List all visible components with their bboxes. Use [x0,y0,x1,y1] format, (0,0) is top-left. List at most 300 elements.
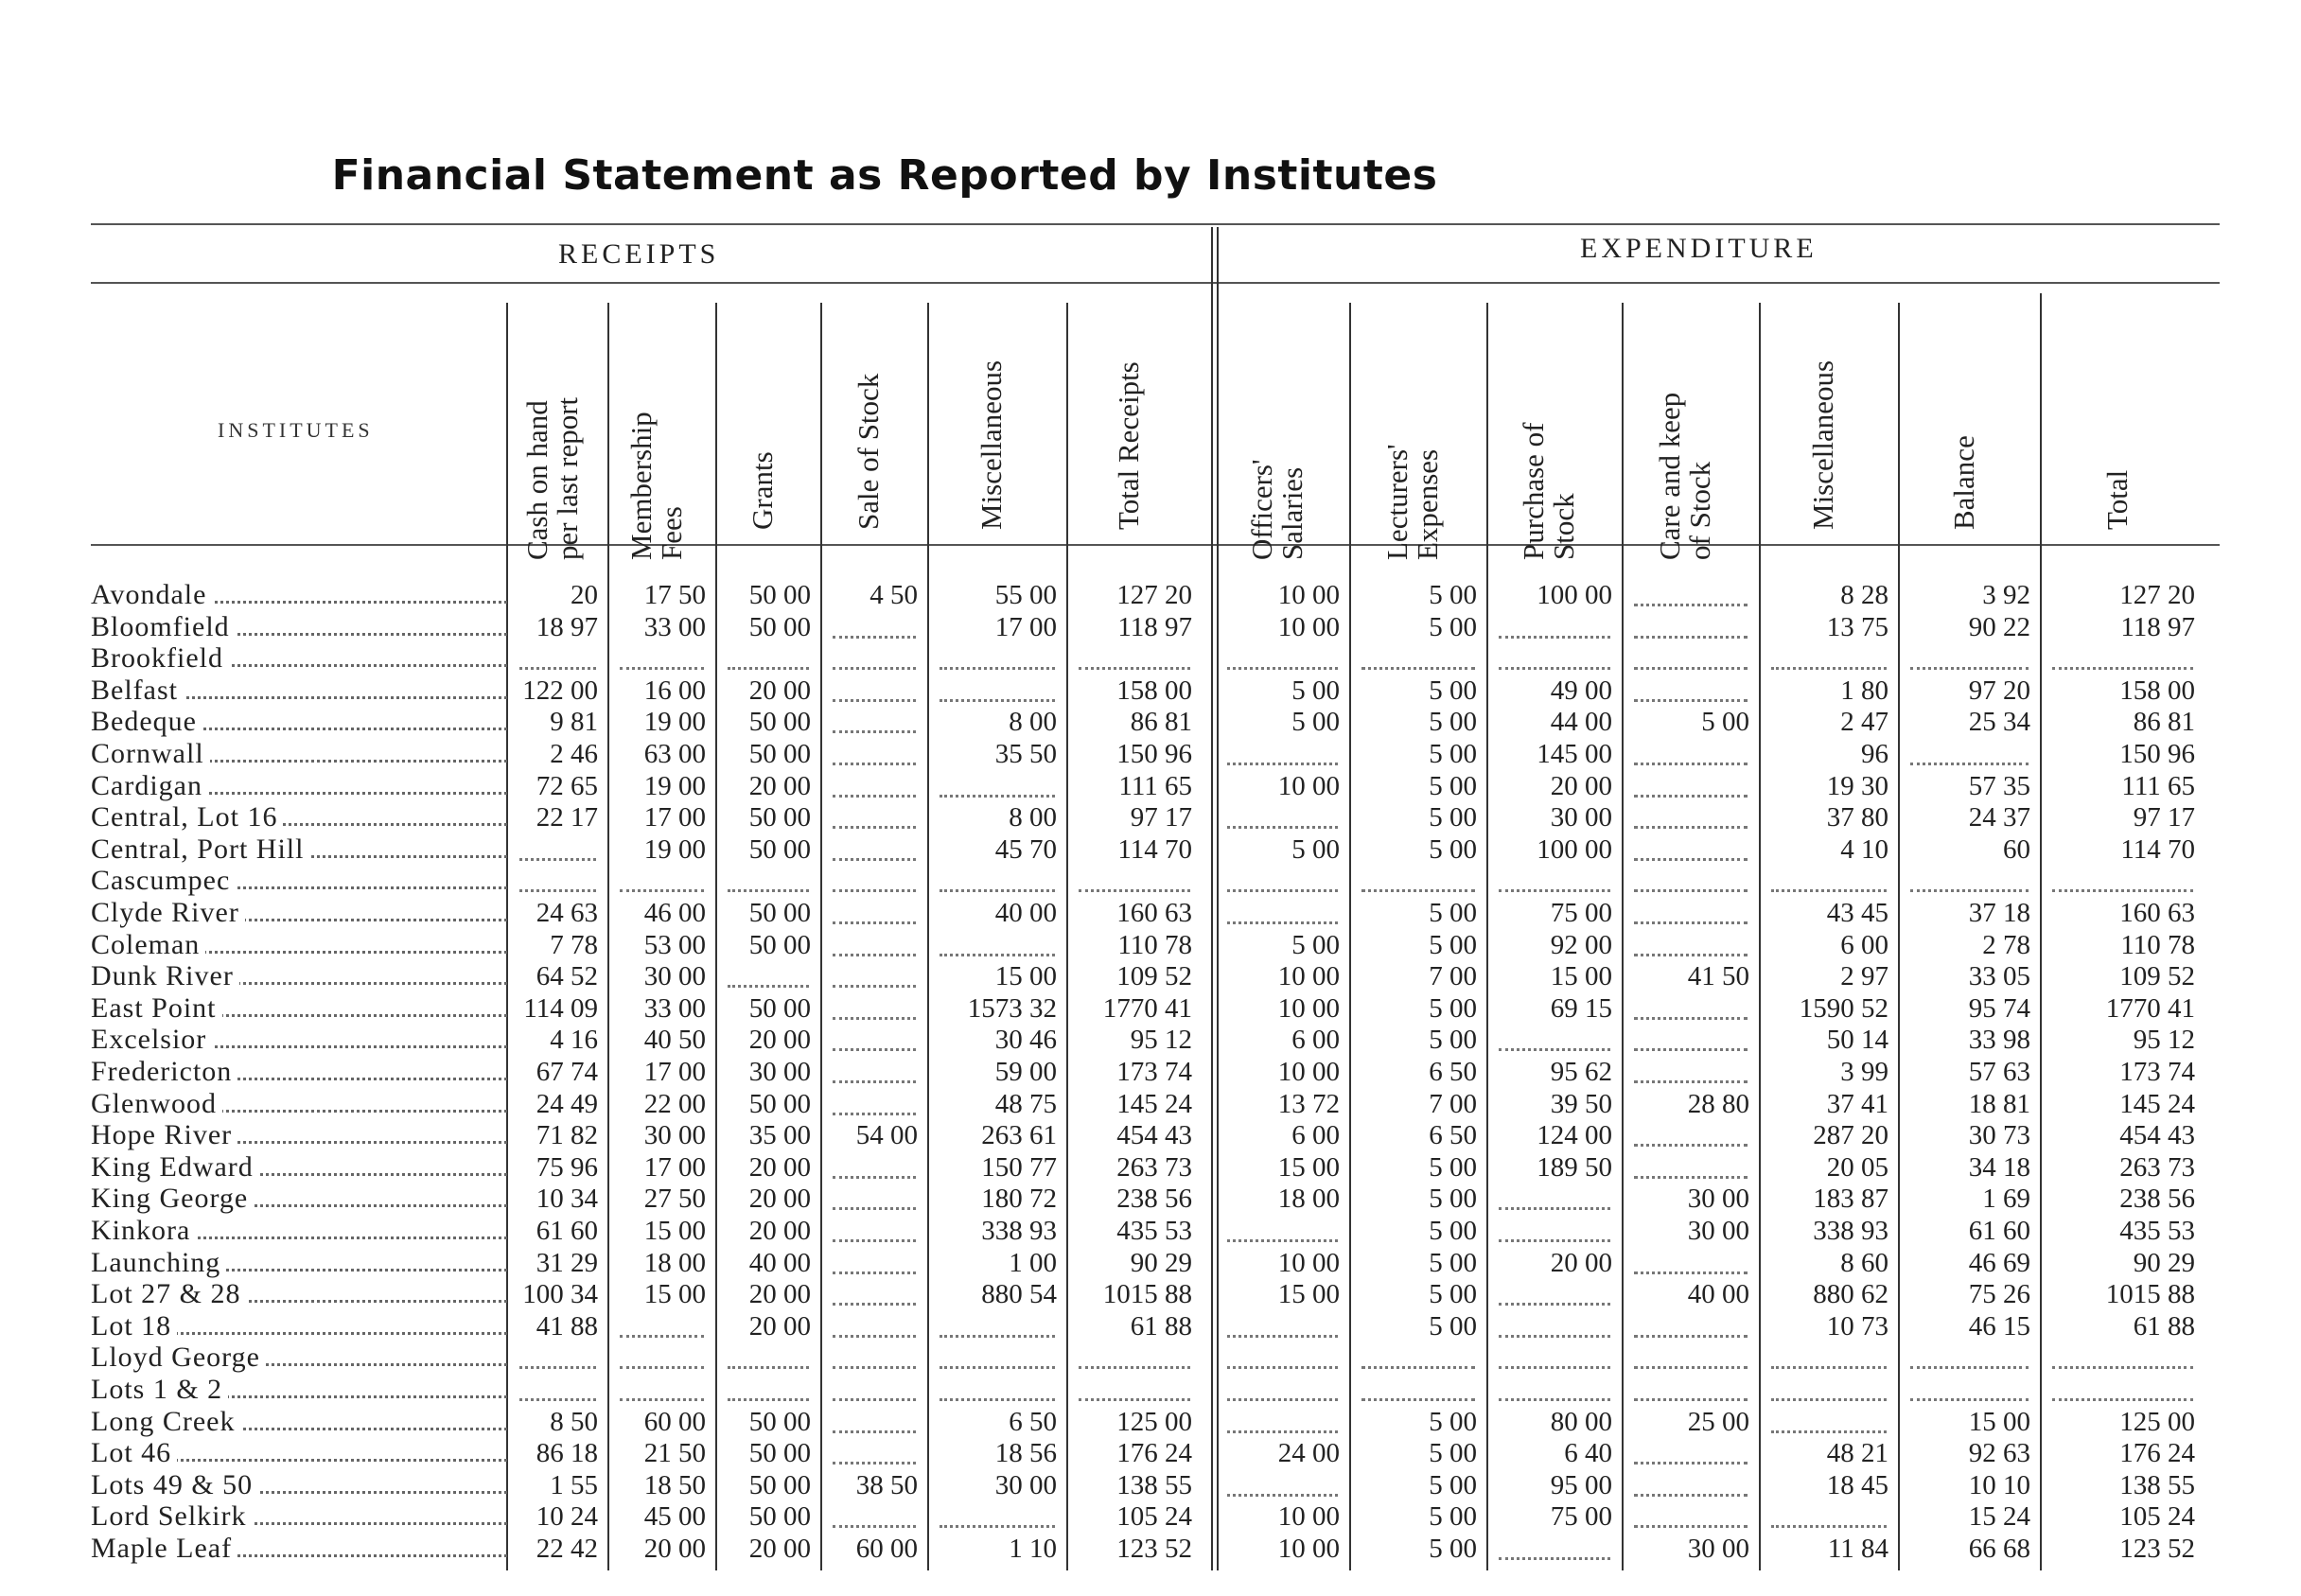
table-cell: 1 00 [1009,1247,1057,1278]
table-cell: 111 65 [2121,770,2195,801]
empty-cell [940,1359,1055,1369]
table-cell: 35 00 [748,1120,811,1151]
table-cell: 20 00 [643,1534,706,1564]
empty-cell [1771,1359,1887,1369]
table-cell: 263 61 [981,1120,1057,1151]
empty-cell [1634,914,1748,924]
institute-label: Bloomfield [91,611,236,642]
institute-name [91,1533,507,1565]
empty-cell [1634,851,1748,861]
table-cell: 5 00 [1429,1310,1477,1342]
table-cell: 173 74 [2119,1057,2195,1087]
empty-cell [1910,755,2029,765]
empty-cell [1227,1359,1338,1369]
table-cell: 57 63 [1968,1057,2030,1087]
table-cell: 454 43 [1116,1120,1192,1151]
column-header: Lecturers' Expenses [1380,444,1444,560]
table-cell: 5 00 [1291,833,1340,865]
empty-cell [1634,659,1748,670]
empty-cell [1634,1168,1748,1179]
empty-cell [1361,659,1475,670]
empty-cell [833,659,916,670]
empty-cell [1227,914,1338,924]
expenditure-heading: EXPENDITURE [1580,233,1818,264]
table-cell: 10 73 [1826,1310,1888,1342]
table-cell: 61 88 [1130,1310,1192,1342]
table-cell: 66 68 [1968,1534,2030,1564]
table-cell: 72 65 [536,770,598,801]
column-header: Officers' Salaries [1244,459,1309,560]
institute-label: Central, Port Hill [91,833,309,865]
institute-name [91,801,507,833]
table-cell: 30 00 [994,1469,1057,1500]
empty-cell [2052,1359,2193,1369]
table-cell: 38 50 [855,1469,918,1500]
table-cell: 158 00 [2119,675,2195,706]
table-cell: 3 99 [1840,1057,1888,1087]
page-title: Financial Statement as Reported by Institutes [331,151,1438,200]
table-cell: 24 00 [1277,1438,1340,1469]
institute-name [91,1215,507,1247]
institute-name [91,579,507,611]
table-cell: 61 88 [2133,1310,2195,1342]
table-cell: 95 12 [2133,1025,2195,1056]
table-cell: 92 00 [1550,929,1612,960]
table-cell: 5 00 [1429,675,1477,706]
section-rule [91,282,2220,284]
table-cell: 20 00 [748,1534,811,1564]
table-cell: 95 62 [1550,1057,1612,1087]
table-cell: 19 00 [643,770,706,801]
table-cell: 40 00 [748,1247,811,1278]
table-cell: 2 46 [550,739,598,769]
empty-cell [1227,818,1338,829]
table-cell: 454 43 [2119,1120,2195,1151]
table-cell: 1015 88 [1102,1279,1192,1310]
empty-cell [519,882,596,892]
table-cell: 122 00 [522,675,598,706]
empty-cell [833,1073,916,1083]
table-cell: 5 00 [1429,580,1477,610]
table-cell: 67 74 [536,1057,598,1087]
table-cell: 176 24 [2119,1438,2195,1469]
table-cell: 105 24 [1116,1501,1192,1533]
institute-name [91,1500,507,1533]
table-cell: 25 34 [1968,707,2030,738]
table-cell: 33 05 [1968,961,2030,992]
table-cell: 60 00 [855,1534,918,1564]
institute-name [91,1469,507,1501]
table-cell: 15 00 [1277,1279,1340,1310]
empty-cell [1361,1359,1475,1369]
table-cell: 50 00 [748,833,811,865]
table-cell: 40 50 [643,1025,706,1056]
table-cell: 1 69 [1982,1184,2030,1215]
empty-cell [1499,1359,1610,1369]
table-cell: 5 00 [1429,1406,1477,1437]
table-cell: 5 00 [1291,675,1340,706]
table-cell: 6 40 [1564,1438,1612,1469]
institute-label: Clyde River [91,897,245,928]
receipts-heading: RECEIPTS [558,238,720,270]
table-cell: 20 00 [748,1184,811,1215]
table-cell: 158 00 [1116,675,1192,706]
empty-cell [1499,628,1610,639]
empty-cell [1634,628,1748,639]
table-cell: 30 00 [643,961,706,992]
institute-name [91,1183,507,1215]
table-cell: 8 60 [1840,1247,1888,1278]
table-cell: 46 69 [1968,1247,2030,1278]
empty-cell [1079,882,1190,892]
empty-cell [833,723,916,733]
table-cell: 21 50 [643,1438,706,1469]
table-cell: 39 50 [1550,1088,1612,1119]
column-header: Grants [746,451,779,530]
table-cell: 46 15 [1968,1310,2030,1342]
institute-name [91,675,507,707]
table-cell: 13 72 [1277,1088,1340,1119]
empty-cell [728,977,809,988]
table-cell: 13 75 [1826,611,1888,642]
empty-cell [1227,1423,1338,1433]
empty-cell [519,851,596,861]
top-rule [91,223,2220,225]
table-cell: 5 00 [1429,833,1477,865]
table-cell: 6 00 [1840,929,1888,960]
empty-cell [833,755,916,765]
table-cell: 10 00 [1277,1501,1340,1533]
table-cell: 100 00 [1537,833,1612,865]
table-cell: 31 29 [536,1247,598,1278]
table-cell: 30 00 [643,1120,706,1151]
table-cell: 75 00 [1550,898,1612,928]
table-cell: 20 00 [748,1279,811,1310]
empty-cell [1634,882,1748,892]
table-cell: 90 29 [2133,1247,2195,1278]
table-cell: 86 81 [1130,707,1192,738]
empty-cell [1634,1327,1748,1338]
table-cell: 55 00 [994,580,1057,610]
column-divider [1622,303,1624,1570]
empty-cell [1227,659,1338,670]
institute-label: Lots 49 & 50 [91,1469,258,1500]
empty-cell [1227,1327,1338,1338]
table-cell: 5 00 [1429,739,1477,769]
table-cell: 17 00 [643,802,706,833]
table-cell: 4 16 [550,1025,598,1056]
institute-name [91,738,507,770]
empty-cell [833,851,916,861]
empty-cell [833,946,916,956]
table-cell: 19 00 [643,833,706,865]
empty-cell [620,882,704,892]
table-cell: 5 00 [1429,1438,1477,1469]
table-cell: 41 50 [1687,961,1749,992]
institute-name [91,865,507,897]
empty-cell [833,1264,916,1274]
empty-cell [2052,1391,2193,1401]
empty-cell [1227,1232,1338,1242]
table-cell: 50 00 [748,1088,811,1119]
institute-name [91,1119,507,1151]
table-cell: 160 63 [2119,898,2195,928]
column-divider [927,303,929,1570]
table-cell: 138 55 [1116,1469,1192,1500]
table-cell: 100 34 [522,1279,598,1310]
empty-cell [1499,882,1610,892]
column-header: Care and keep of Stock [1653,392,1716,560]
table-cell: 50 14 [1826,1025,1888,1056]
table-cell: 37 41 [1826,1088,1888,1119]
table-cell: 10 00 [1277,580,1340,610]
table-cell: 19 30 [1826,770,1888,801]
table-cell: 86 18 [536,1438,598,1469]
table-cell: 1 10 [1009,1534,1057,1564]
table-cell: 338 93 [1813,1216,1888,1246]
table-cell: 20 00 [748,1025,811,1056]
table-cell: 1 80 [1840,675,1888,706]
table-cell: 2 47 [1840,707,1888,738]
institute-label: Cardigan [91,770,208,801]
empty-cell [1634,1041,1748,1051]
institute-label: Maple Leaf [91,1533,237,1564]
empty-cell [1771,1423,1887,1433]
table-cell: 1015 88 [2105,1279,2195,1310]
table-cell: 44 00 [1550,707,1612,738]
table-cell: 7 00 [1429,1088,1477,1119]
table-cell: 5 00 [1429,1184,1477,1215]
table-cell: 97 17 [1130,802,1192,833]
institute-label: Launching [91,1247,226,1278]
empty-cell [940,659,1055,670]
empty-cell [1499,1200,1610,1210]
institute-name [91,1406,507,1438]
empty-cell [728,1391,809,1401]
table-cell: 17 50 [643,580,706,610]
table-cell: 123 52 [1116,1534,1192,1564]
table-cell: 5 00 [1429,707,1477,738]
institute-name [91,992,507,1025]
column-header: Balance [1946,435,1980,530]
empty-cell [519,1391,596,1401]
table-cell: 95 00 [1550,1469,1612,1500]
institute-name [91,897,507,929]
empty-cell [1079,1359,1190,1369]
empty-cell [1499,1295,1610,1306]
empty-cell [833,882,916,892]
empty-cell [833,787,916,798]
empty-cell [1771,659,1887,670]
table-cell: 46 00 [643,898,706,928]
empty-cell [833,1359,916,1369]
institute-name [91,642,507,675]
institute-label: Lord Selkirk [91,1500,252,1532]
empty-cell [1499,1391,1610,1401]
empty-cell [833,628,916,639]
column-header: Sale of Stock [852,373,885,530]
table-cell: 41 88 [536,1310,598,1342]
table-cell: 5 00 [1429,1216,1477,1246]
table-cell: 20 00 [748,770,811,801]
table-cell: 5 00 [1429,1534,1477,1564]
table-cell: 118 97 [2120,611,2195,642]
table-cell: 5 00 [1429,1025,1477,1056]
empty-cell [940,1327,1055,1338]
institute-name [91,1056,507,1088]
table-cell: 27 50 [643,1184,706,1215]
table-cell: 69 15 [1550,992,1612,1024]
empty-cell [1634,1264,1748,1274]
table-cell: 5 00 [1429,929,1477,960]
table-cell: 30 00 [1687,1216,1749,1246]
table-cell: 80 00 [1550,1406,1612,1437]
table-cell: 10 10 [1968,1469,2030,1500]
table-cell: 86 81 [2133,707,2195,738]
table-cell: 95 74 [1968,992,2030,1024]
empty-cell [833,1009,916,1020]
table-cell: 5 00 [1429,770,1477,801]
table-cell: 37 18 [1968,898,2030,928]
table-cell: 15 24 [1968,1501,2030,1533]
institute-label: Excelsior [91,1024,212,1055]
table-cell: 10 00 [1277,770,1340,801]
table-cell: 2 78 [1982,929,2030,960]
table-cell: 338 93 [981,1216,1057,1246]
institute-label: Lot 18 [91,1310,177,1342]
table-cell: 53 00 [643,929,706,960]
table-cell: 20 00 [1550,1247,1612,1278]
table-cell: 30 46 [994,1025,1057,1056]
institute-name [91,1278,507,1310]
empty-cell [940,1391,1055,1401]
column-divider [820,303,822,1570]
table-cell: 123 52 [2119,1534,2195,1564]
table-cell: 263 73 [1116,1151,1192,1183]
table-cell: 287 20 [1813,1120,1888,1151]
institute-name [91,1310,507,1342]
table-cell: 45 00 [643,1501,706,1533]
institute-name [91,1247,507,1279]
column-header: Membership Fees [624,412,688,560]
empty-cell [728,659,809,670]
empty-cell [1634,692,1748,702]
table-cell: 18 97 [536,611,598,642]
table-cell: 92 63 [1968,1438,2030,1469]
institute-label: King Edward [91,1151,259,1183]
table-cell: 15 00 [1550,961,1612,992]
table-cell: 238 56 [2119,1184,2195,1215]
empty-cell [1634,1486,1748,1497]
table-cell: 20 00 [748,1216,811,1246]
table-cell: 189 50 [1537,1151,1612,1183]
empty-cell [1227,1391,1338,1401]
table-cell: 6 00 [1291,1120,1340,1151]
table-cell: 20 [571,580,598,610]
empty-cell [1634,946,1748,956]
empty-cell [940,692,1055,702]
empty-cell [940,787,1055,798]
institute-label: Hope River [91,1119,237,1150]
empty-cell [1634,1391,1748,1401]
header-bottom-rule [91,544,2220,546]
table-cell: 1 55 [550,1469,598,1500]
empty-cell [833,1041,916,1051]
empty-cell [1499,1327,1610,1338]
table-cell: 25 00 [1687,1406,1749,1437]
institute-label: Bedeque [91,706,202,737]
table-cell: 50 00 [748,707,811,738]
table-cell: 50 00 [748,580,811,610]
table-cell: 16 00 [643,675,706,706]
empty-cell [833,1295,916,1306]
institute-name [91,1151,507,1184]
table-cell: 5 00 [1429,611,1477,642]
table-cell: 8 28 [1840,580,1888,610]
table-cell: 24 49 [536,1088,598,1119]
table-cell: 8 00 [1009,707,1057,738]
institute-label: Coleman [91,929,205,960]
empty-cell [1634,1136,1748,1147]
institute-label: Lloyd George [91,1342,266,1373]
table-cell: 18 50 [643,1469,706,1500]
table-cell: 435 53 [1116,1216,1192,1246]
table-cell: 20 00 [748,675,811,706]
table-cell: 7 78 [550,929,598,960]
table-cell: 50 00 [748,739,811,769]
table-cell: 10 34 [536,1184,598,1215]
institute-label: Avondale [91,579,212,610]
empty-cell [833,914,916,924]
table-cell: 33 98 [1968,1025,2030,1056]
empty-cell [1634,818,1748,829]
empty-cell [833,1454,916,1464]
table-cell: 50 00 [748,1438,811,1469]
empty-cell [728,882,809,892]
institute-name [91,1088,507,1120]
empty-cell [1079,659,1190,670]
table-cell: 5 00 [1429,992,1477,1024]
institute-label: Dunk River [91,960,239,991]
table-cell: 18 00 [1277,1184,1340,1215]
table-cell: 5 00 [1429,1501,1477,1533]
table-cell: 10 00 [1277,611,1340,642]
empty-cell [1634,1009,1748,1020]
table-cell: 50 00 [748,1406,811,1437]
table-cell: 48 75 [994,1088,1057,1119]
table-cell: 100 00 [1537,580,1612,610]
empty-cell [519,1359,596,1369]
empty-cell [519,659,596,670]
empty-cell [1634,596,1748,606]
table-cell: 18 81 [1968,1088,2030,1119]
empty-cell [1361,882,1475,892]
empty-cell [1499,1232,1610,1242]
table-cell: 6 50 [1429,1057,1477,1087]
empty-cell [833,692,916,702]
table-cell: 33 00 [643,611,706,642]
institute-label: Lots 1 & 2 [91,1374,228,1405]
empty-cell [620,1391,704,1401]
empty-cell [1910,882,2029,892]
table-cell: 75 00 [1550,1501,1612,1533]
column-header: Miscellaneous [975,360,1008,530]
table-cell: 11 84 [1827,1534,1888,1564]
table-cell: 50 00 [748,1501,811,1533]
empty-cell [940,946,1055,956]
empty-cell [1634,755,1748,765]
institute-name [91,706,507,738]
